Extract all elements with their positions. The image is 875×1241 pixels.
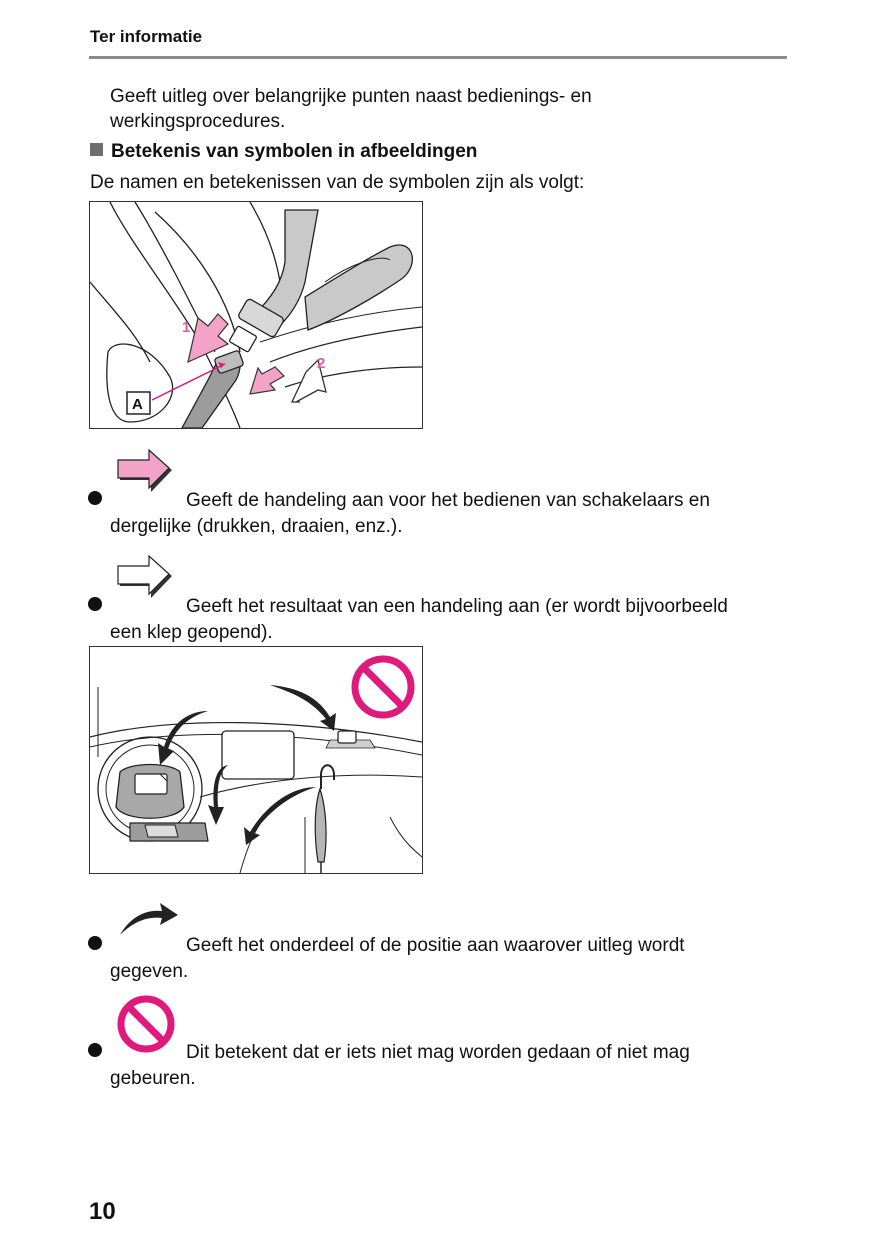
bullet-dot-icon [88, 1043, 102, 1057]
header-rule [89, 56, 787, 59]
label-a: A [132, 396, 143, 413]
prohibited-icon [116, 994, 176, 1062]
list-item-line2: gegeven. [110, 961, 189, 982]
bullet-dot-icon [88, 936, 102, 950]
callout-1: 1 [182, 319, 191, 336]
page-header-title: Ter informatie [90, 27, 203, 46]
list-item-line2: gebeuren. [110, 1068, 196, 1089]
page-number: 10 [89, 1198, 116, 1225]
seatbelt-drawing [90, 202, 422, 428]
list-item-line2: dergelijke (drukken, draaien, enz.). [110, 516, 403, 537]
bullet-dot-icon [88, 491, 102, 505]
bullet-dot-icon [88, 597, 102, 611]
section-heading [90, 139, 477, 164]
seatbelt-illustration [89, 201, 423, 429]
callout-2: 2 [317, 355, 326, 372]
dashboard-illustration [89, 646, 423, 874]
list-item-line1: Geeft het onderdeel of de positie aan waarover uitleg wordt [186, 935, 685, 956]
curved-pointer-arrow-icon [116, 899, 180, 947]
dashboard-drawing [90, 647, 422, 873]
pink-action-arrow-icon [116, 448, 176, 506]
list-item-line1: Dit betekent dat er iets niet mag worden gedaan of niet mag [186, 1042, 690, 1063]
section-description: De namen en betekenissen van de symbolen zijn als volgt: [90, 172, 585, 193]
outline-result-arrow-icon [116, 554, 176, 612]
list-item-line2: een klep geopend). [110, 622, 273, 643]
intro-text: Geeft uitleg over belangrijke punten naast bedienings- en werkingsprocedures. [110, 86, 592, 132]
list-item-line1: Geeft het resultaat van een handeling aan (er wordt bijvoorbeeld [186, 596, 728, 617]
heading-square-icon [90, 143, 103, 156]
list-item-line1: Geeft de handeling aan voor het bedienen van schakelaars en [186, 490, 710, 511]
section-heading-text: Betekenis van symbolen in afbeeldingen [111, 141, 478, 162]
